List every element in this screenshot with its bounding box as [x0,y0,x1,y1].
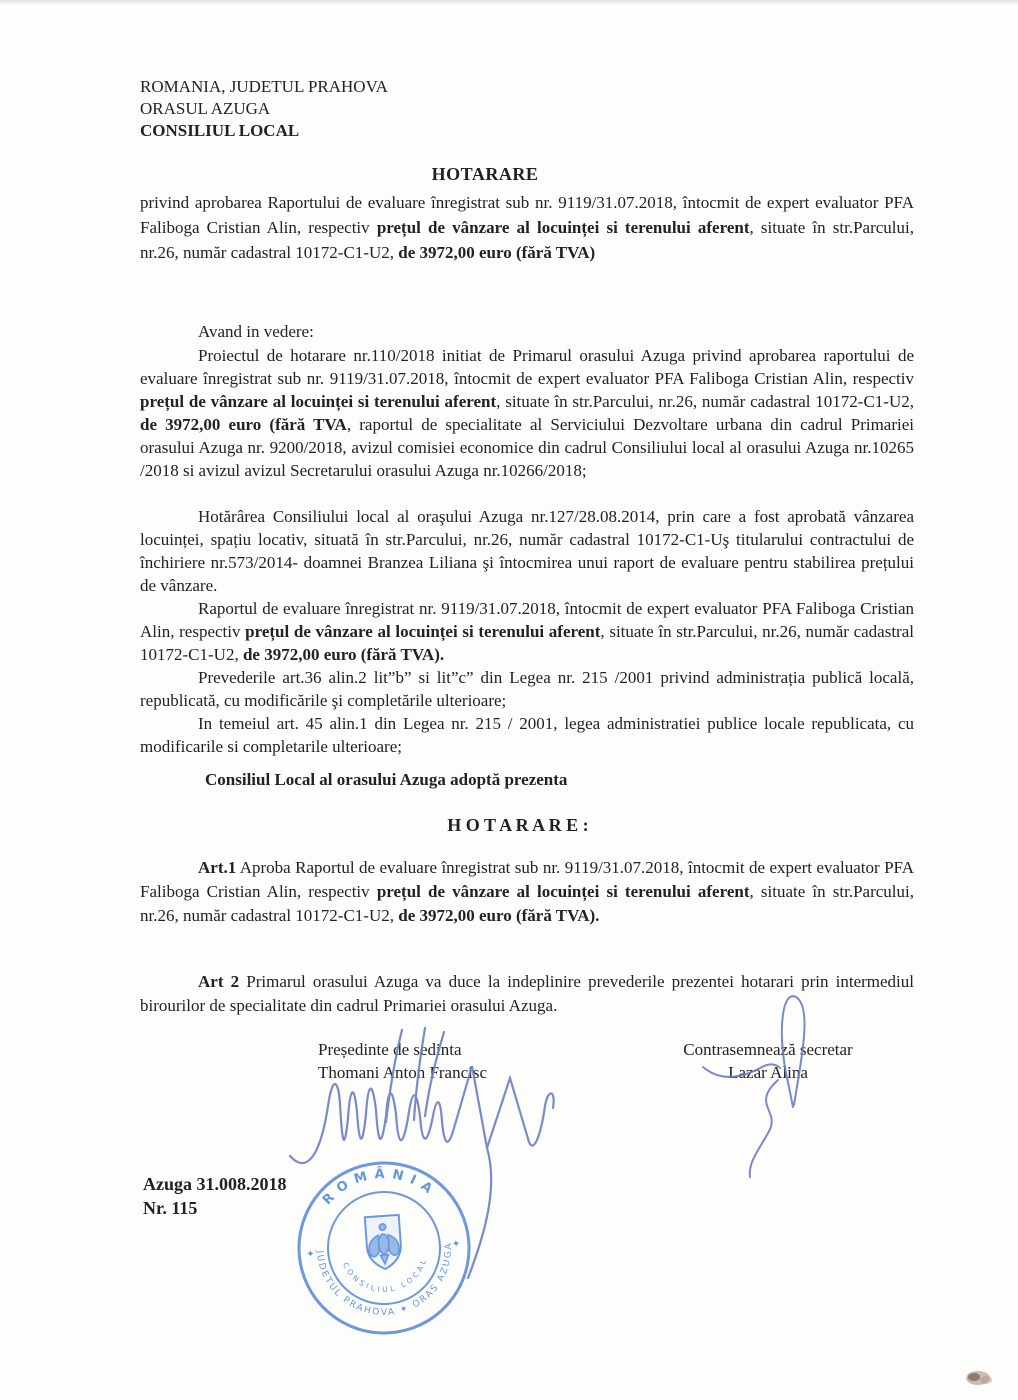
subject-bold-price: prețul de vânzare al locuinței si terenului aferent [376,218,750,237]
issue-place-date: Azuga 31.008.2018 [143,1174,287,1194]
issue-number: Nr. 115 [143,1198,198,1218]
article-1-label: Art.1 [198,858,237,877]
subject-text-1: privind aprobarea Raportului de evaluare înregistrat sub nr. 9119/31.07.2018, întocmit de expert evaluator PFA Faliboga Cristian Alin, respectiv [140,193,914,237]
article-2-text: Primarul orasului Azuga va duce la indeplinire prevederile prezentei hotarari prin intermediul birourilor de specialitate din cadrul Primariei orasului Azuga. [140,972,915,1015]
recital1-text-3: , raportul de specialitate al Serviciului Dezvoltare urbana din cadrul Primariei orasului Azuga nr. 9200/2018, avizul comisiei economice din cadrul Consiliului local al orasului Azuga nr.10265 /2018 si avizul avizul Secretarului orasului Azuga nr.10266/2018; [140,415,915,480]
letterhead-institution: CONSILIUL LOCAL [140,121,300,140]
article-1-text-1: Aproba Raportul de evaluare înregistrat sub nr. 9119/31.07.2018, întocmit de expert evaluator PFA Faliboga Cristian Alin, respectiv [140,858,914,901]
stamp-eagle [367,1223,400,1265]
secretary-s-tail-stroke [750,1080,778,1177]
recital3-bold-amount: de 3972,00 euro (fără TVA). [242,645,445,664]
secretary-signature-block [663,1038,873,1084]
article-1 [140,856,914,928]
recital1-bold-price: prețul de vânzare al locuinței si terenului aferent [140,392,497,411]
considering-heading: Avand in vedere: [198,322,314,341]
stamp-shield [365,1215,403,1270]
stamp-star-right: ✦ [451,1238,461,1251]
subject-bold-amount: de 3972,00 euro (fără TVA) [398,243,596,262]
svg-text:JUDETUL PRAHOVA ✦ ORAS AZUGA [314,1240,459,1323]
stamp-county-city-arc-text: JUDETUL PRAHOVA ✦ ORAS AZUGA [314,1241,455,1319]
letterhead-city: ORASUL AZUGA [140,99,271,118]
letterhead-country-county: ROMANIA, JUDETUL PRAHOVA [140,77,388,96]
council-round-stamp [288,1152,480,1344]
svg-text:ROMÂNIA [318,1162,441,1209]
president-title: Președinte de sedinta [318,1040,462,1059]
article-1-text-2: , situate în str.Parcului, nr.26, număr cadastral 10172-C1-U2, [140,882,914,925]
recital3-bold-price: prețul de vânzare al locuinței si terenului aferent [245,622,601,641]
secretary-title: Contrasemnează secretar [683,1040,853,1059]
secretary-name: Lazar Alina [728,1063,808,1082]
decision-heading: H O T A R A R E : [447,815,589,835]
president-name: Thomani Anton Francisc [318,1063,488,1082]
stamp-country-arc-text: ROMÂNIA [320,1166,441,1209]
stamp-star-left: ✦ [305,1248,316,1261]
recital1-bold-amount: de 3972,00 euro (fără TVA [140,415,347,434]
article-1-bold-price: prețul de vânzare al locuinței si terenului aferent [376,882,750,901]
stamp-institution-arc-text: CONSILIUL LOCAL [341,1255,429,1295]
letterhead [140,76,388,142]
corner-smudge [960,1364,1000,1394]
recital3-text-1: Raportul de evaluare înregistrat nr. 9119/31.07.2018, întocmit de expert evaluator PFA Faliboga Cristian Alin, respectiv [140,599,914,641]
adoption-line: Consiliul Local al orasului Azuga adoptă prezenta [205,770,568,789]
subject-paragraph [140,190,914,265]
stamp-inner-ring [324,1188,444,1308]
recital1-text-2: , situate în str.Parcului, nr.26, număr cadastral 10172-C1-U2, [496,392,914,411]
recital2-text: Hotărârea Consiliului local al oraşului Azuga nr.127/28.08.2014, prin care a fost aprobată vânzarea locuinței, spațiu locativ, situată în str.Parcului, nr.26, număr cadastral 10172-C1-Uş titularului contractului de închiriere nr.573/2014- doamnei Branzea Liliana şi întocmirea unui raport de evaluare pentru stabilirea prețului de vânzare. [140,507,914,595]
recital3-text-2: , situate în str.Parcului, nr.26, număr cadastral 10172-C1-U2, [140,622,914,664]
recital1-text-1: Proiectul de hotarare nr.110/2018 initiat de Primarul orasului Azuga privind aprobarea raportului de evaluare înregistrat sub nr. 9119/31.07.2018, întocmit de expert evaluator PFA Faliboga Cristian Alin, respectiv [140,346,914,388]
issue-block [143,1172,287,1220]
recital-law-215-art36 [140,666,914,712]
subject-text-2: , situate în str.Parcului, nr.26, număr cadastral 10172-C1-U2, [140,218,914,262]
svg-text:CONSILIUL LOCAL [341,1255,431,1297]
scanner-edge-shadow [0,0,1018,5]
recital-project [140,344,914,482]
article-2 [140,970,914,1018]
recital5-text: In temeiul art. 45 alin.1 din Legea nr. 215 / 2001, legea administratiei publice locale republicata, cu modificarile si completarile ulterioare; [140,714,914,756]
recital-evaluation-report [140,597,914,666]
recital-law-215-art45 [140,712,914,758]
article-1-bold-amount: de 3972,00 euro (fără TVA). [398,906,600,925]
article-2-label: Art 2 [198,972,240,991]
document-title: HOTARARE [431,164,539,184]
stamp-outer-ring [293,1157,474,1338]
recital-hcl-2014 [140,505,914,597]
president-signature-block [318,1038,538,1084]
recital4-text: Prevederile art.36 alin.2 lit”b” si lit”c” din Legea nr. 215 /2001 privind administrația publică locală, republicată, cu modificările şi completările ulterioare; [140,668,914,710]
signature-tail-stroke [468,1148,491,1278]
